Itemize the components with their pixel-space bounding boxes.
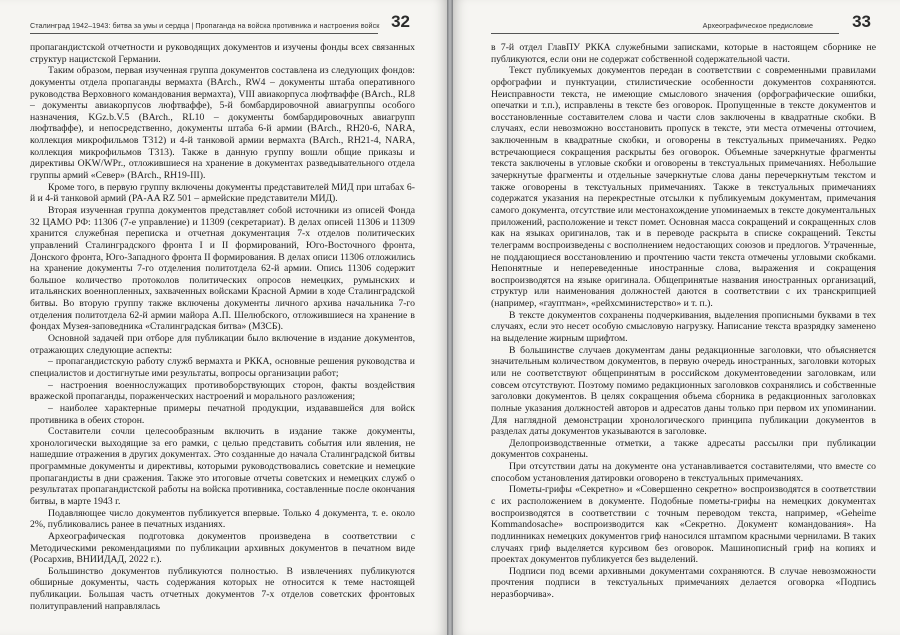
paragraph: в 7-й отдел ГлавПУ РККА служебными записками, которые в настоящем сборнике не публикуются, если они не содержат собственной содержательной части. (491, 42, 876, 65)
right-page-header (491, 13, 871, 35)
paragraph: Кроме того, в первую группу включены документы представителей МИД при штабах 6-й и 4-й танковой армий (PA-AA RZ 501 – армейские представители МИД). (30, 181, 415, 205)
left-page-number: 32 (391, 12, 410, 31)
paragraph: Большинство документов публикуются полностью. В извлечениях публикуются обширные документы, часть содержания которых не относится к теме настоящей публикации. Большая часть отчетных документов 7-х отделов советских фронтовых политуправлений направлялась (30, 565, 415, 612)
paragraph: Археографическая подготовка документов произведена в соответствии с Методическими рекомендациями по публикации архивных документов в печатном виде (Росархив, ВНИИДАД, 2022 г.). (30, 530, 415, 566)
paragraph: Текст публикуемых документов передан в соответствии с современными правилами орфографии и пунктуации, стилистические особенности документов сохраняются. Неисправности текста, не имеющие смыслового значения (орфографические ошибки, опечатки и т.п.), исправлены в тексте без оговорок. Пропущенные в тексте документов и восстановленные составителем слова и части слов заключены в квадратные скобки. В случаях, если невозможно восстановить пропуск в тексте, эти места отмечены отточием, заключенным в квадратные скобки, и оговорены в текстуальных примечаниях. Редко встречающиеся сокращения раскрыты без оговорок. Объемные зачеркнутые фрагменты текста заключены в угловые скобки и оговорены в текстуальных примечаниях. Небольшие зачеркнутые фрагменты и отдельные зачеркнутые слова даны перечеркнутым текстом и также оговорены в текстуальных примечаниях. Также в текстуальных примечаниях содержатся указания на перекрестные отсылки к публикуемым документам, примечания самого документа, отсутствие или местонахождение упоминаемых в тексте документальных приложений, расположение и текст помет. Основная масса сокращений и сокращенных слов как на языках оригиналов, так и в переводе раскрыта в списке сокращений. Тексты телеграмм воспроизведены с восполнением недостающих союзов и предлогов. Утраченные, не поддающиеся восстановлению и прочтению части текста отмечены угловыми скобками. Непонятные и непереведенные иностранные слова, выражения и сокращения воспроизводятся на языке оригинала. Общепринятые названия иностранных организаций, структур или наименования должностей даются в соответствии с их транскрипцией (например, «гауптман», «рейхсминистерство» и т. п.). (491, 65, 876, 310)
left-header-rule (30, 33, 378, 34)
paragraph: пропагандистской отчетности и руководящих документов и изучены фонды всех связанных структур нацистской Германии. (30, 42, 415, 65)
left-page (0, 0, 447, 635)
paragraph: В большинстве случаев документам даны редакционные заголовки, что объясняется значительным количеством документов, в первую очередь иностранных, заголовки которых или не соответствуют общепринятым в российском документоведении заголовкам, или совсем отсутствуют. Поэтому помимо редакционных заголовков сохранялись и собственные заголовки документов. В целях сокращения объема сборника в редакционных заголовках полные указания должностей авторов и адресатов даны только при первом их упоминании. Для наглядной демонстрации хронологического принципа публикации документов в разделах даты документов указываются в заголовке. (491, 344, 876, 438)
left-page-header (30, 13, 410, 35)
paragraph: В тексте документов сохранены подчеркивания, выделения прописными буквами в тех случаях, если это несет особую смысловую нагрузку. Написание текста вразрядку заменено на выделение жирным шрифтом. (491, 309, 876, 345)
paragraph: Пометы-грифы «Секретно» и «Совершенно секретно» воспроизводятся в соответствии с их расположением в документе. Подобные пометы-грифы на немецких документах воспроизводятся в соответствии с точным переводом текста, например, «Geheime Kommandosache» воспроизводится как «Секретно. Документ командования». На подлинниках немецких документов гриф наносился штампом красными чернилами. В таких случаях гриф выделяется курсивом без оговорок. Машинописный гриф на копиях и проектах документов публикуется без выделений. (491, 484, 876, 566)
paragraph: Таким образом, первая изученная группа документов составлена из следующих фондов: документы отдела пропаганды вермахта (BArch., RW4 – документы штаба оперативного руководства Верховного командования вермахта), VIII авиакорпуса люфтваффе (BArch., RL8 – документы авиакорпусов люфтваффе), 5-й бомбардировочной авиагруппы особого назначения, KGz.b.V.5 (BArch., RL10 – документы бомбардировочных авиагрупп люфтваффе), и непосредственно, документы штаба 6-й армии (BArch., RH20-6, NARA, коллекция микрофильмов T312) и 4-й танковой армии вермахта (BArch., RH21-4, NARA, коллекция микрофильмов T313). Также в данную группу вошли общие приказы и директивы OKW/WPr., отложившиеся на хранение в документах разведывательного отдела группы армий «Север» (BArch., RH19-III). (30, 65, 415, 182)
list-item: – наиболее характерные примеры печатной продукции, издававшейся для войск противника в обеих сторон. (30, 402, 415, 426)
paragraph: Составители сочли целесообразным включить в издание также документы, хронологически выходящие за его рамки, с целью представить события или явления, не нашедшие отражения в других документах. Это созданные до начала Сталинградской битвы программные документы и директивы, которыми руководствовались советские и немецкие пропагандисты в дни сражения. Также это итоговые отчеты советских и немецких служб о результатах пропагандистской работы на войска противника, составленные после окончания битвы, в марте 1943 г. (30, 426, 415, 507)
right-body-text (491, 42, 876, 601)
right-page-number: 33 (852, 12, 871, 31)
paragraph: Подавляющее число документов публикуется впервые. Только 4 документа, т. е. около 2%, публиковались ранее в печатных изданиях. (30, 507, 415, 531)
paragraph: Вторая изученная группа документов представляет собой источники из описей Фонда 32 ЦАМО РФ: 11306 (7-е управление) и 11309 (секретариат). В делах описей 11306 и 11309 хранится служебная переписка и отчетная документация 7-х отделов политических управлений Сталинградского фронта I и II формирований, Юго-Восточного фронта, Донского фронта, Юго-Западного фронта II формирования. В делах описи 11306 отложились на хранение документы 7-го отделения политотдела 62-й армии. Опись 11306 содержит большое количество протоколов политических опросов немецких, румынских и итальянских военнопленных, захваченных войсками Красной Армии в ходе Сталинградской битвы. Во вторую группу также включены документы личного архива начальника 7-го отделения политотдела 62-й армии майора А.П. Шелюбского, отложившиеся на хранение в фондах Музея-заповедника «Сталинградская битва» (МЗСБ). (30, 204, 415, 333)
paragraph: Основной задачей при отборе для публикации было включение в издание документов, отражающих следующие аспекты: (30, 333, 415, 356)
right-page (453, 0, 900, 635)
paragraph: При отсутствии даты на документе она устанавливается составителями, что вместе со способом установления датировки оговорено в текстуальных примечаниях. (491, 461, 876, 484)
list-item: – настроения военнослужащих противоборствующих сторон, факты воздействия вражеской пропаганды, пораженческих настроений и морального разложения; (30, 379, 415, 403)
left-body-text (30, 42, 415, 612)
right-running-title: Археографическое предисловие (702, 21, 813, 30)
paragraph: Подписи под всеми архивными документами сохраняются. В случае невозможности прочтения подписи в текстуальных примечаниях делается оговорка «Подпись неразборчива». (491, 565, 876, 601)
left-running-title: Сталинград 1942–1943: битва за умы и сердца | Пропаганда на войска противника и настроения войск (30, 21, 380, 30)
list-item: – пропагандистскую работу служб вермахта и РККА, основные решения руководства и специалистов и достигнутые ими результаты, вопросы организации работ; (30, 356, 415, 379)
paragraph: Делопроизводственные отметки, а также адресаты рассылки при публикации документов сохранены. (491, 437, 876, 461)
right-header-rule (491, 33, 839, 34)
